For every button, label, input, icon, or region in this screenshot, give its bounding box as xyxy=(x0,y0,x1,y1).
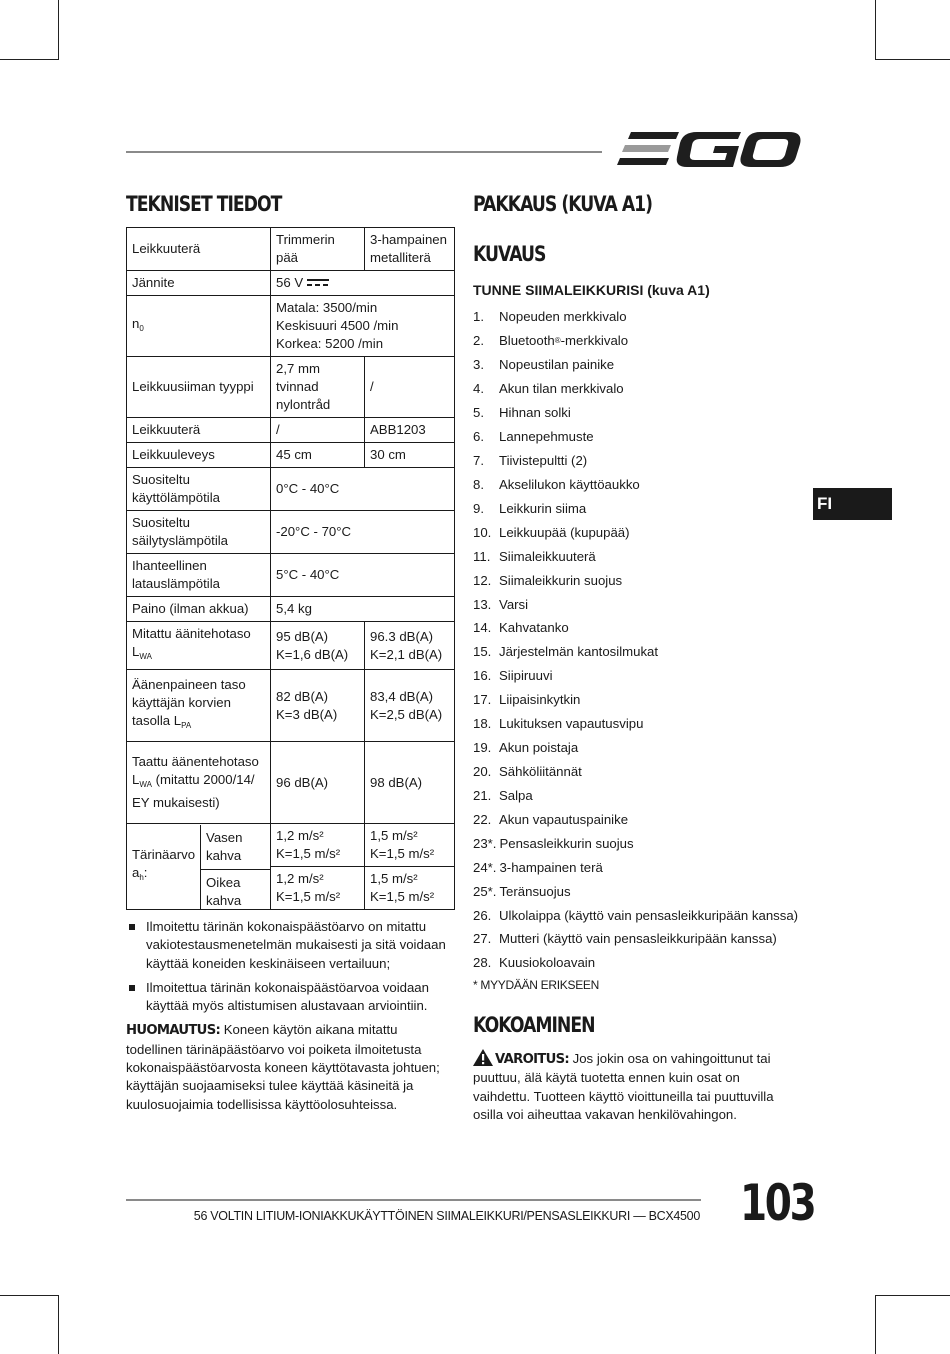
table-row xyxy=(127,742,455,824)
specs-title: TEKNISET TIEDOT xyxy=(126,192,282,216)
table-row xyxy=(127,554,455,597)
table-cell: 1,2 m/s² K=1,5 m/s² xyxy=(271,824,365,867)
list-item: 25*. Teränsuojus xyxy=(473,883,571,899)
warning-triangle-icon xyxy=(473,1049,493,1066)
speed-low: Matala: 3500/min xyxy=(276,300,378,315)
table-cell: Taattu äänentehotaso $L_{WA}$ (mitattu 2000/14/ EY mukaisesti) xyxy=(127,742,271,824)
list-item: 16. Siipiruuvi xyxy=(473,668,553,684)
table-cell: 5°C - 40°C xyxy=(271,554,455,597)
list-item: 13. Varsi xyxy=(473,596,529,612)
list-item: 27. Mutteri (käyttö vain pensasleikkuripään kanssa) xyxy=(473,931,777,947)
list-item: 5. Hihnan solki xyxy=(473,405,571,421)
left-handle-label: Vasen kahva xyxy=(201,825,270,870)
table-cell: 0°C - 40°C xyxy=(271,468,455,511)
table-cell: Leikkuuterä xyxy=(127,418,271,443)
header-rule xyxy=(126,151,602,153)
table-row xyxy=(127,271,455,296)
table-cell: Mitattu äänitehotaso $L_{WA}$ xyxy=(127,622,271,670)
table-cell: / xyxy=(271,418,365,443)
crop-mark xyxy=(875,1295,950,1296)
table-cell: Leikkuusiiman tyyppi xyxy=(127,357,271,418)
crop-mark xyxy=(0,1295,59,1296)
table-cell: $n_0$ xyxy=(127,296,271,357)
dc-symbol-icon xyxy=(307,278,329,288)
table-cell: Suositeltu käyttölämpötila xyxy=(127,468,271,511)
list-item: 7. Tiivistepultti (2) xyxy=(473,452,588,468)
table-cell xyxy=(271,271,455,296)
list-item: 2. Bluetooth ® -merkkivalo xyxy=(473,333,629,349)
table-cell: 2,7 mm tvinnad nylontråd xyxy=(271,357,365,418)
warning-paragraph: VAROITUS: Jos jokin osa on vahingoittunut tai puuttuu, älä käytä tuotetta ennen kuin osat on vaihdettu. Tuotteen käyttö vioittuneilla tai puuttuvilla osilla voi aiheuttaa vakavan henkilövahingon. xyxy=(473,1051,774,1122)
table-row xyxy=(127,418,455,443)
notes-section xyxy=(126,918,446,1114)
list-item: 17. Liipaisinkytkin xyxy=(473,692,581,708)
table-cell: 96 dB(A) xyxy=(271,742,365,824)
page-number: 103 xyxy=(740,1174,815,1232)
table-cell: Äänenpaineen taso käyttäjän korvien tasolla $L_{PA}$ xyxy=(127,670,271,742)
list-item: 6. Lannepehmuste xyxy=(473,429,594,445)
list-item: 8. Akselilukon käyttöaukko xyxy=(473,476,640,492)
spec-table xyxy=(126,227,455,910)
speed-mid: Keskisuuri 4500 /min xyxy=(276,318,399,333)
list-item: 21. Salpa xyxy=(473,787,533,803)
list-item: Ilmoitettu tärinän kokonaispäästöarvo on mitattu vakiotestausmenetelmän mukaisesti ja sitä voidaan käyttää koneiden keskinäiseen vertailuun; xyxy=(126,918,446,973)
table-cell: 1,5 m/s² K=1,5 m/s² xyxy=(365,867,455,910)
table-cell: 45 cm xyxy=(271,443,365,468)
bullet-square-icon xyxy=(129,924,135,930)
list-item: 10. Leikkuupää (kupupää) xyxy=(473,524,630,540)
table-cell xyxy=(127,824,271,910)
crop-mark xyxy=(875,59,950,60)
voltage-value: 56 V xyxy=(276,275,304,290)
table-row xyxy=(127,622,455,670)
remark-paragraph: HUOMAUTUS: Koneen käytön aikana mitattu todellinen tärinäpäästöarvo voi poiketa ilmoitetusta kokonaispäästöarvosta koneen käyttötavasta johtuen; käyttäjän suojaamiseksi tulee käyttää käsineitä ja kuulosuojaimia todellisissa käyttöolosuhteissa. xyxy=(126,1022,440,1112)
list-item: 3. Nopeustilan painike xyxy=(473,357,615,373)
table-cell: 95 dB(A) K=1,6 dB(A) xyxy=(271,622,365,670)
footer-text: 56 VOLTIN LITIUM-IONIAKKUKÄYTTÖINEN SIIMALEIKKURI/PENSASLEIKKURI — BCX4500 xyxy=(193,1209,700,1223)
list-item: 26. Ulkolaippa (käyttö vain pensasleikkuripään kanssa) xyxy=(473,907,799,923)
list-item: 14. Kahvatanko xyxy=(473,620,569,636)
crop-mark xyxy=(58,0,59,60)
language-tab: FI xyxy=(813,488,892,520)
table-cell: 83,4 dB(A) K=2,5 dB(A) xyxy=(365,670,455,742)
right-handle-label: Oikea kahva xyxy=(206,874,242,908)
table-cell: Jännite xyxy=(127,271,271,296)
list-item: 1. Nopeuden merkkivalo xyxy=(473,309,627,325)
table-cell: Leikkuuterä xyxy=(127,228,271,271)
table-cell: Suositeltu säilytyslämpötila xyxy=(127,511,271,554)
list-item: 23*. Pensasleikkurin suojus xyxy=(473,835,634,851)
table-cell: 1,2 m/s² K=1,5 m/s² xyxy=(271,867,365,910)
table-row xyxy=(127,296,455,357)
ego-logo xyxy=(617,128,801,172)
table-cell: / xyxy=(365,357,455,418)
table-cell: Trimmerin pää xyxy=(271,228,365,271)
table-cell: 1,5 m/s² K=1,5 m/s² xyxy=(365,824,455,867)
list-item: 4. Akun tilan merkkivalo xyxy=(473,381,624,397)
table-cell: 5,4 kg xyxy=(271,597,455,622)
table-cell: 30 cm xyxy=(365,443,455,468)
list-item: 15. Järjestelmän kantosilmukat xyxy=(473,644,659,660)
list-item: 22. Akun vapautuspainike xyxy=(473,811,629,827)
list-item: 19. Akun poistaja xyxy=(473,740,579,756)
table-cell: Paino (ilman akkua) xyxy=(127,597,271,622)
list-item: 24*. 3-hampainen terä xyxy=(473,859,603,875)
table-cell: 82 dB(A) K=3 dB(A) xyxy=(271,670,365,742)
crop-mark xyxy=(875,0,876,60)
table-row xyxy=(127,468,455,511)
crop-mark xyxy=(58,1295,59,1354)
crop-mark xyxy=(875,1295,876,1354)
table-row xyxy=(127,597,455,622)
assembly-title: KOKOAMINEN xyxy=(473,1013,595,1037)
crop-mark xyxy=(0,59,59,60)
table-cell: ABB1203 xyxy=(365,418,455,443)
table-cell: 96.3 dB(A) K=2,1 dB(A) xyxy=(365,622,455,670)
table-row xyxy=(127,228,455,271)
table-row xyxy=(127,357,455,418)
speed-high: Korkea: 5200 /min xyxy=(276,336,384,351)
list-item: Ilmoitettua tärinän kokonaispäästöarvoa voidaan käyttää myös altistumisen alustavaan arviointiin. xyxy=(126,979,446,1016)
table-cell: Ihanteellinen latauslämpötila xyxy=(127,554,271,597)
parts-subheading: TUNNE SIIMALEIKKURISI (kuva A1) xyxy=(473,282,710,298)
table-cell: 98 dB(A) xyxy=(365,742,455,824)
list-item: 9. Leikkurin siima xyxy=(473,500,587,516)
table-cell: Leikkuuleveys xyxy=(127,443,271,468)
list-item: 18. Lukituksen vapautusvipu xyxy=(473,716,644,732)
list-item: 12. Siimaleikkurin suojus xyxy=(473,572,623,588)
footer-rule xyxy=(126,1199,701,1201)
table-row xyxy=(127,670,455,742)
table-row xyxy=(127,511,455,554)
table-cell xyxy=(271,296,455,357)
sold-separately-footnote: * MYYDÄÄN ERIKSEEN xyxy=(473,978,599,992)
parts-list xyxy=(473,305,798,975)
bullet-square-icon xyxy=(129,985,135,991)
list-item: 11. Siimaleikkuuterä xyxy=(473,548,596,564)
table-row xyxy=(127,443,455,468)
list-item: 20. Sähköliitännät xyxy=(473,763,582,779)
table-row xyxy=(127,824,455,867)
vibration-label: Tärinäarvo $a_h$: xyxy=(127,825,201,909)
table-cell: 3-hampainen metalliterä xyxy=(365,228,455,271)
package-title: PAKKAUS (KUVA A1) xyxy=(473,192,653,216)
list-item: 28. Kuusiokoloavain xyxy=(473,955,596,971)
description-title: KUVAUS xyxy=(473,242,546,266)
table-cell: -20°C - 70°C xyxy=(271,511,455,554)
